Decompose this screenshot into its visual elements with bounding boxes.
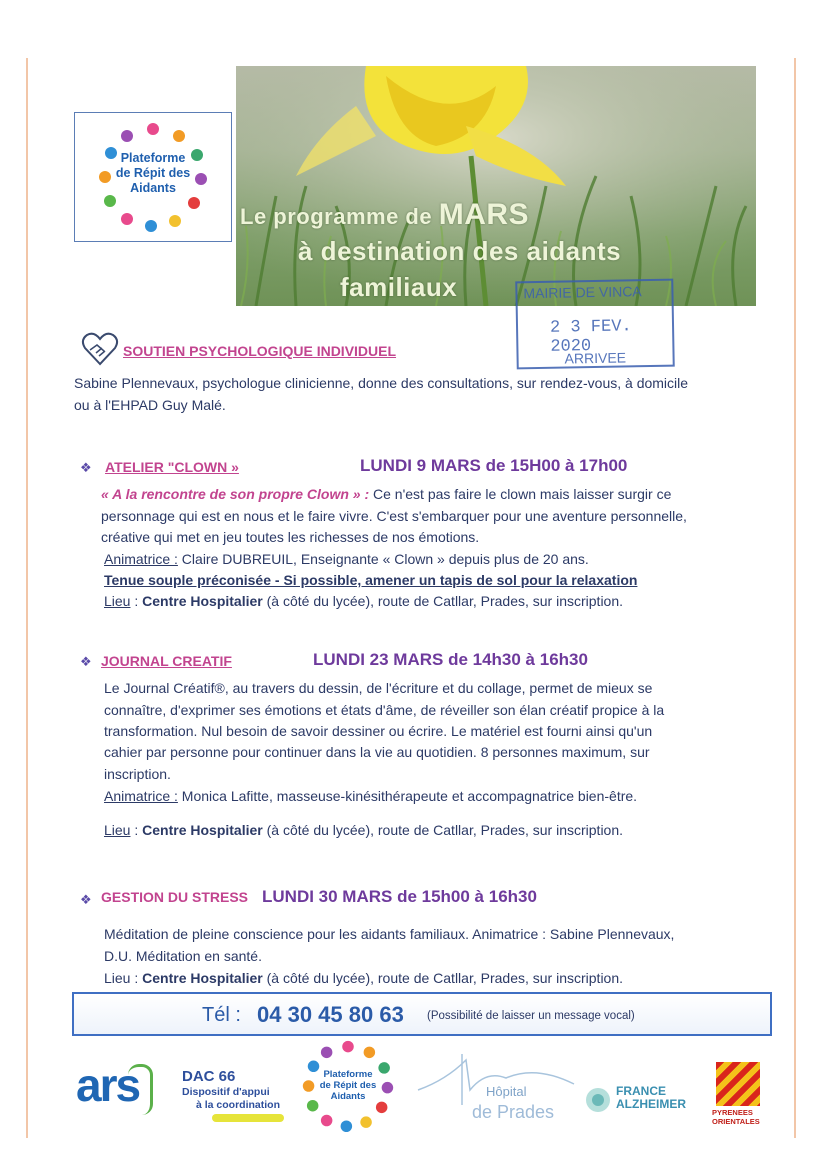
stamp-line-1: MAIRIE DE VINCA <box>523 283 642 302</box>
clown-line-2: personnage qui est en nous et le faire vivre. C'est s'embarquer pour une aventure personnelle, <box>101 508 687 524</box>
logo-line-1: Plateforme <box>120 151 186 165</box>
logo-line-3: Aidants <box>130 181 176 195</box>
journal-lieu <box>104 820 623 842</box>
clown-lieu-place: Centre Hospitalier <box>142 593 263 609</box>
banner-title-line-3: familiaux <box>340 272 458 302</box>
journal-date: LUNDI 23 MARS de 14h30 à 16h30 <box>313 650 588 669</box>
plateforme-logo <box>74 112 232 242</box>
bullet-diamond-icon: ❖ <box>80 892 92 907</box>
footer-logo-text <box>302 1069 394 1102</box>
footer-logo-line-1: Plateforme <box>323 1069 373 1080</box>
header-banner <box>236 66 756 306</box>
clown-anim-label: Animatrice : <box>104 551 178 567</box>
stress-lieu-place: Centre Hospitalier <box>142 970 263 986</box>
stress-lieu <box>104 968 623 990</box>
ars-text: ars <box>76 1059 140 1111</box>
clown-line-1 <box>101 484 671 506</box>
alzheimer-flower-icon <box>584 1086 612 1114</box>
bullet-diamond-icon: ❖ <box>80 654 92 669</box>
catalan-stripes-icon <box>716 1062 760 1106</box>
bullet-diamond-icon: ❖ <box>80 460 92 475</box>
journal-line-2: connaître, d'exprimer ses émotions et états d'âme, de réveiller son élan créatif propice à la <box>104 702 665 718</box>
stress-lieu-label: Lieu : <box>104 970 143 986</box>
telephone-box <box>72 992 772 1036</box>
po-line-1: PYRENEES <box>712 1108 753 1117</box>
daffodil-image <box>236 66 756 306</box>
footer-logo-line-2: de Répit des <box>319 1080 377 1091</box>
journal-animatrice <box>104 786 637 808</box>
po-line-2: ORIENTALES <box>712 1117 760 1126</box>
pyrenees-orientales-logo <box>712 1062 766 1128</box>
stress-lieu-rest: (à côté du lycée), route de Catllar, Prades, sur inscription. <box>262 970 624 986</box>
fa-line-1: FRANCE <box>616 1084 666 1098</box>
tel-number[interactable]: 04 30 45 80 63 <box>257 1002 404 1027</box>
clown-lieu-colon: : <box>130 593 143 609</box>
ars-swoosh-icon <box>128 1064 153 1115</box>
plateforme-footer-logo <box>302 1040 394 1132</box>
dac-line-1: Dispositif d'appui <box>182 1086 270 1098</box>
france-alzheimer-logo <box>584 1082 694 1128</box>
clown-line-3: créative qui met en jeu toutes les richesses de nos émotions. <box>101 529 480 545</box>
journal-lieu-colon: : <box>130 822 143 838</box>
clown-animatrice <box>104 549 589 571</box>
tel-note: (Possibilité de laisser un message vocal) <box>427 1010 635 1022</box>
footer-logo-line-3: Aidants <box>330 1091 366 1102</box>
journal-line-1: Le Journal Créatif®, au travers du dessin, de l'écriture et du collage, permet de mieux se <box>104 680 653 696</box>
clown-lieu-label: Lieu <box>104 593 131 609</box>
mountain-icon <box>416 1050 576 1110</box>
clown-lieu <box>104 591 623 613</box>
journal-lieu-rest: (à côté du lycée), route de Catllar, Prades, sur inscription. <box>262 822 624 838</box>
soutien-line-1: Sabine Plennevaux, psychologue clinicienne, donne des consultations, sur rendez-vous, à domicile <box>74 375 689 391</box>
dac-underline-bar <box>212 1114 284 1122</box>
logo-line-2: de Répit des <box>115 166 191 180</box>
banner-title-line-1 <box>240 198 529 232</box>
banner-title-line-2: à destination des aidants <box>298 236 622 266</box>
journal-line-3: transformation. Nul besoin de savoir dessiner ou écrire. Le matériel est fourni ainsi qu'un <box>104 723 653 739</box>
dac66-logo <box>182 1068 292 1128</box>
stress-date: LUNDI 30 MARS de 15h00 à 16h30 <box>262 887 537 906</box>
fa-line-2: ALZHEIMER <box>616 1097 686 1111</box>
journal-anim-value: Monica Lafitte, masseuse-kinésithérapeute et accompagnatrice bien-être. <box>177 788 638 804</box>
clown-line-1-rest: Ce n'est pas faire le clown mais laisser surgir ce <box>369 486 672 502</box>
hopital-line-1: Hôpital <box>486 1084 527 1099</box>
stress-heading: GESTION DU STRESS <box>101 889 249 905</box>
mairie-stamp <box>515 279 675 370</box>
banner-title-part-a: Le programme de <box>240 204 433 229</box>
hopital-line-2: de Prades <box>472 1102 555 1122</box>
clown-tenue: Tenue souple préconisée - Si possible, amener un tapis de sol pour la relaxation <box>104 572 638 588</box>
stamp-date: 2 3 FEV. 2020 <box>549 317 632 357</box>
stamp-line-3: ARRIVEE <box>564 349 627 367</box>
banner-month: MARS <box>438 198 530 231</box>
soutien-line-2: ou à l'EHPAD Guy Malé. <box>74 397 226 413</box>
clown-anim-value: Claire DUBREUIL, Enseignante « Clown » depuis plus de 20 ans. <box>177 551 589 567</box>
heart-handshake-icon <box>80 328 120 368</box>
journal-lieu-label: Lieu <box>104 822 131 838</box>
clown-lieu-rest: (à côté du lycée), route de Catllar, Prades, sur inscription. <box>262 593 624 609</box>
clown-quote: « A la rencontre de son propre Clown » : <box>101 486 370 502</box>
journal-line-4: cahier par personne pour continuer dans la vie au quotidien. 8 personnes maximum, sur <box>104 744 650 760</box>
journal-line-5: inscription. <box>104 766 171 782</box>
ars-logo <box>76 1058 158 1130</box>
hopital-prades-logo <box>416 1050 576 1130</box>
clown-date: LUNDI 9 MARS de 15H00 à 17h00 <box>360 456 628 475</box>
dac-title: DAC 66 <box>182 1068 236 1085</box>
journal-anim-label: Animatrice : <box>104 788 178 804</box>
tel-label: Tél : <box>202 1004 241 1026</box>
stress-line-1: Méditation de pleine conscience pour les aidants familiaux. Animatrice : Sabine Plennevaux, <box>104 926 675 942</box>
dac-line-2: à la coordination <box>196 1099 281 1111</box>
journal-lieu-place: Centre Hospitalier <box>142 822 263 838</box>
journal-heading: JOURNAL CREATIF <box>101 653 232 669</box>
soutien-heading: SOUTIEN PSYCHOLOGIQUE INDIVIDUEL <box>123 343 397 359</box>
stress-line-2: D.U. Méditation en santé. <box>104 948 262 964</box>
clown-heading: ATELIER "CLOWN » <box>105 459 239 475</box>
